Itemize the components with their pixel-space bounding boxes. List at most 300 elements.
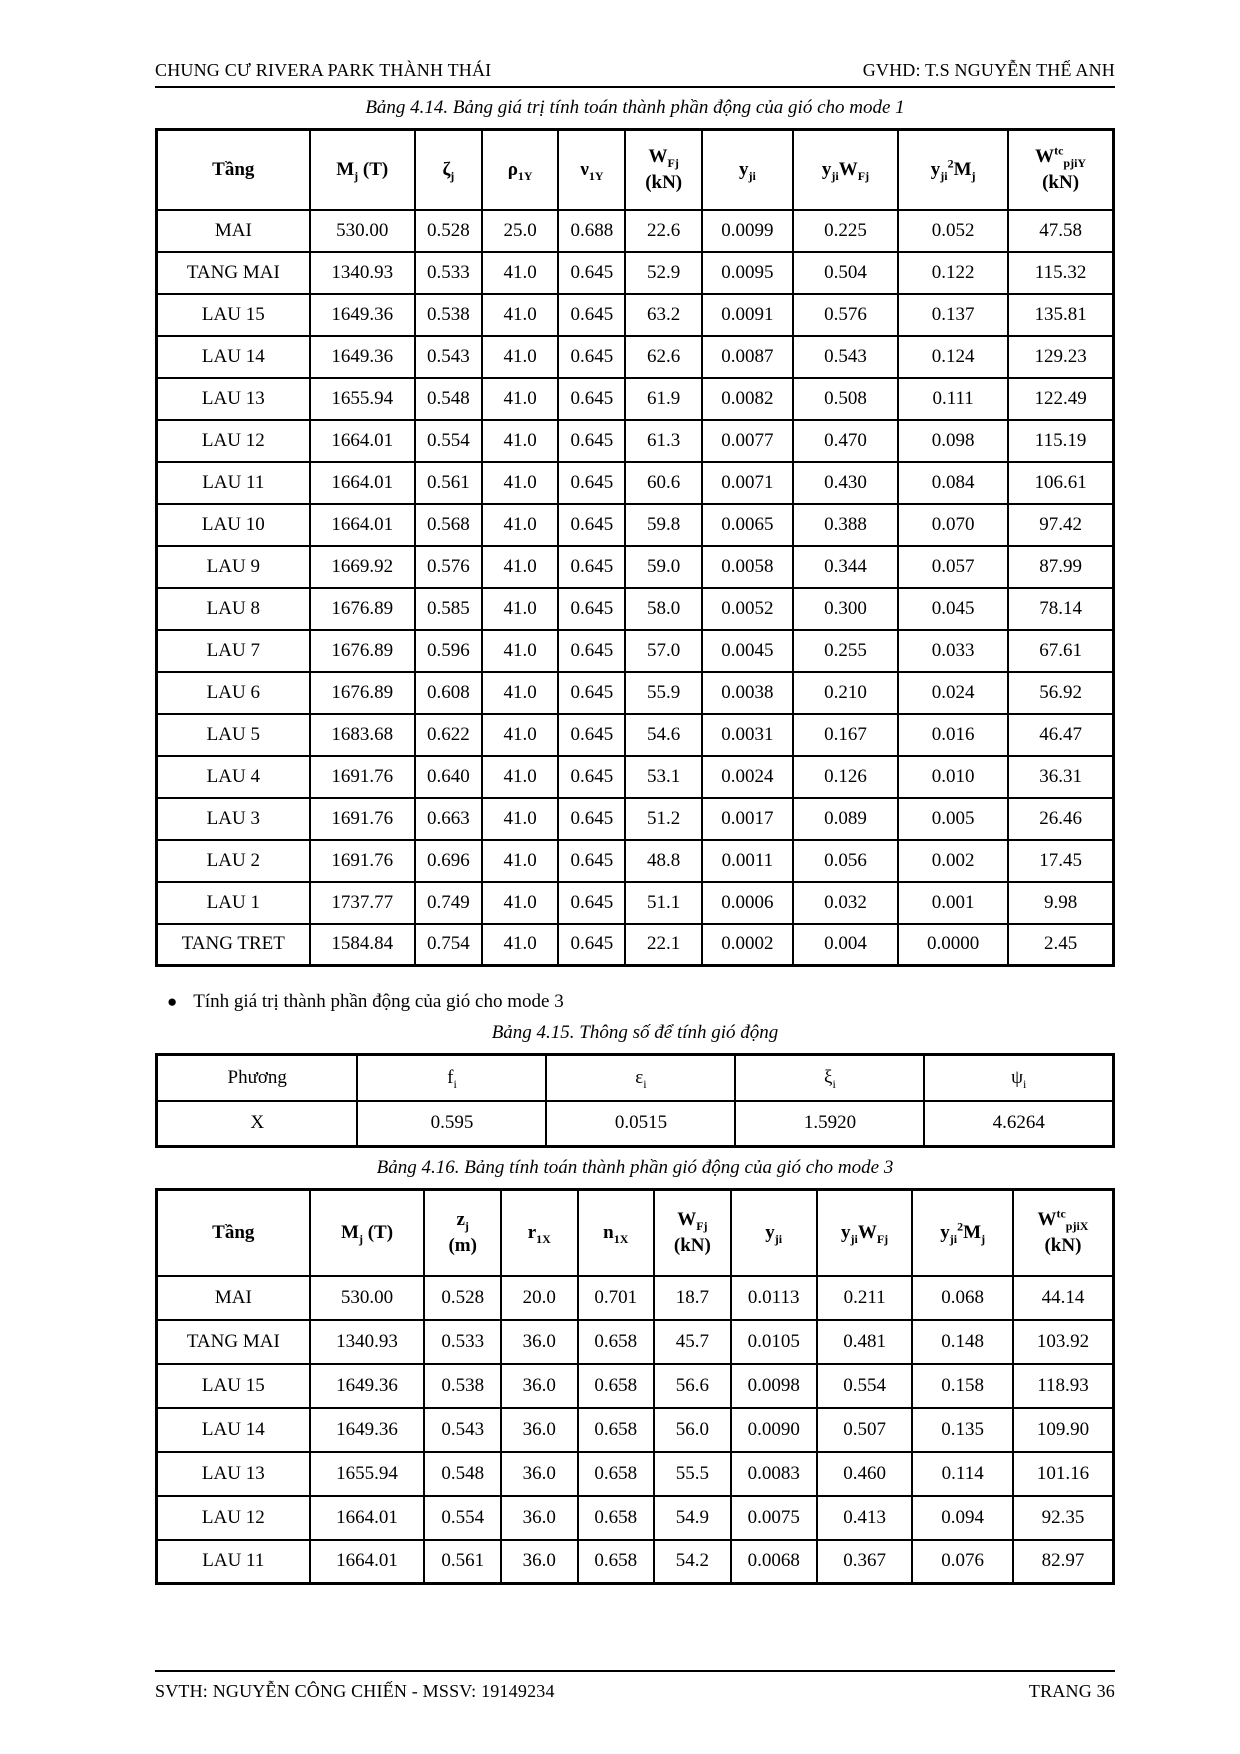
table-cell: 0.0082	[702, 378, 793, 420]
column-header: $f_i$	[357, 1055, 546, 1101]
table-cell: 0.658	[578, 1364, 655, 1408]
table-cell: 0.533	[415, 252, 482, 294]
table-row	[157, 798, 1114, 840]
table-cell: 115.32	[1008, 252, 1113, 294]
table-cell: 1649.36	[310, 294, 415, 336]
column-header: $y_{ji}^2M_j$	[898, 130, 1008, 210]
table-cell: 0.658	[578, 1320, 655, 1364]
table-cell: 36.0	[501, 1452, 578, 1496]
table-cell: 0.658	[578, 1452, 655, 1496]
table-cell: 0.0083	[731, 1452, 817, 1496]
table-cell: 53.1	[625, 756, 702, 798]
table-row	[157, 1452, 1114, 1496]
table-cell: 0.460	[817, 1452, 913, 1496]
table-cell: 0.430	[793, 462, 898, 504]
table-cell: 0.255	[793, 630, 898, 672]
table-cell: 122.49	[1008, 378, 1113, 420]
table-cell: 36.0	[501, 1320, 578, 1364]
table-cell: 0.0006	[702, 882, 793, 924]
table-cell: 58.0	[625, 588, 702, 630]
table-cell: 36.31	[1008, 756, 1113, 798]
table-cell: 54.2	[654, 1540, 731, 1584]
table-row	[157, 336, 1114, 378]
table-cell: 0.640	[415, 756, 482, 798]
table-cell: 45.7	[654, 1320, 731, 1364]
table-cell: 0.688	[558, 210, 625, 252]
table-cell: 0.0002	[702, 924, 793, 966]
table-cell: 41.0	[482, 924, 559, 966]
table-cell: 0.507	[817, 1408, 913, 1452]
column-header: $z_j$ (m)	[424, 1190, 501, 1276]
table-cell: 1649.36	[310, 1364, 425, 1408]
table-cell: LAU 13	[157, 378, 310, 420]
table-cell: 0.225	[793, 210, 898, 252]
table-cell: 55.5	[654, 1452, 731, 1496]
table-cell: 0.538	[424, 1364, 501, 1408]
page-footer	[155, 1670, 1115, 1702]
table-cell: 0.645	[558, 756, 625, 798]
table-row	[157, 756, 1114, 798]
table-cell: 0.056	[793, 840, 898, 882]
table-cell: 0.098	[898, 420, 1008, 462]
column-header: $M_j$ (T)	[310, 130, 415, 210]
table-cell: 20.0	[501, 1276, 578, 1320]
table-cell: 41.0	[482, 546, 559, 588]
table-cell: 41.0	[482, 840, 559, 882]
table-cell: LAU 8	[157, 588, 310, 630]
table-cell: 41.0	[482, 630, 559, 672]
table-cell: 115.19	[1008, 420, 1113, 462]
table-cell: LAU 14	[157, 1408, 310, 1452]
table-cell: 0.001	[898, 882, 1008, 924]
table-cell: TANG MAI	[157, 1320, 310, 1364]
header-row	[157, 130, 1114, 210]
table-cell: 1655.94	[310, 378, 415, 420]
table-cell: 46.47	[1008, 714, 1113, 756]
table-cell: 59.0	[625, 546, 702, 588]
table-cell: 530.00	[310, 210, 415, 252]
table-cell: 51.2	[625, 798, 702, 840]
table-cell: 0.070	[898, 504, 1008, 546]
table-cell: 0.158	[912, 1364, 1012, 1408]
table-cell: 26.46	[1008, 798, 1113, 840]
table-cell: 0.137	[898, 294, 1008, 336]
table-cell: 0.608	[415, 672, 482, 714]
table-cell: 0.0113	[731, 1276, 817, 1320]
table-cell: 0.645	[558, 924, 625, 966]
table-cell: 41.0	[482, 462, 559, 504]
table-cell: 36.0	[501, 1540, 578, 1584]
table-cell: 41.0	[482, 714, 559, 756]
table-cell: 0.622	[415, 714, 482, 756]
column-header: $\psi_i$	[924, 1055, 1113, 1101]
table-cell: 0.0087	[702, 336, 793, 378]
table-row	[157, 714, 1114, 756]
table-cell: 0.561	[415, 462, 482, 504]
table-cell: TANG TRET	[157, 924, 310, 966]
table-row	[157, 1276, 1114, 1320]
table-cell: 109.90	[1013, 1408, 1114, 1452]
table-row	[157, 882, 1114, 924]
table-cell: 1683.68	[310, 714, 415, 756]
table-cell: LAU 10	[157, 504, 310, 546]
table-cell: 0.0065	[702, 504, 793, 546]
table-cell: 0.0098	[731, 1364, 817, 1408]
table-cell: 0.124	[898, 336, 1008, 378]
table-cell: 18.7	[654, 1276, 731, 1320]
table-cell: 0.084	[898, 462, 1008, 504]
table-cell: 0.645	[558, 672, 625, 714]
table-cell: LAU 11	[157, 1540, 310, 1584]
table-cell: 0.0077	[702, 420, 793, 462]
table-cell: LAU 12	[157, 1496, 310, 1540]
table-cell: 0.089	[793, 798, 898, 840]
table-cell: 0.658	[578, 1408, 655, 1452]
table-row	[157, 1496, 1114, 1540]
table-cell: 0.068	[912, 1276, 1012, 1320]
table-cell: 48.8	[625, 840, 702, 882]
table-cell: 41.0	[482, 798, 559, 840]
table-cell: 0.576	[793, 294, 898, 336]
table-row	[157, 420, 1114, 462]
table-cell: 1664.01	[310, 504, 415, 546]
table-cell: 61.3	[625, 420, 702, 462]
table-cell: 0.094	[912, 1496, 1012, 1540]
table-caption-4-16: Bảng 4.16. Bảng tính toán thành phần gió động của gió cho mode 3	[376, 1157, 894, 1178]
table-cell: 44.14	[1013, 1276, 1114, 1320]
table-cell: 0.508	[793, 378, 898, 420]
column-header: $\nu_{1Y}$	[558, 130, 625, 210]
table-cell: 0.211	[817, 1276, 913, 1320]
table-cell: LAU 13	[157, 1452, 310, 1496]
table-cell: 101.16	[1013, 1452, 1114, 1496]
column-header: $y_{ji}W_{Fj}$	[793, 130, 898, 210]
column-header: $W^{tc}_{pjiY}$ (kN)	[1008, 130, 1113, 210]
bullet-item	[167, 991, 1115, 1013]
table-cell: 0.596	[415, 630, 482, 672]
table-cell: 0.0052	[702, 588, 793, 630]
table-cell: 0.300	[793, 588, 898, 630]
column-header: $y_{ji}^2M_j$	[912, 1190, 1012, 1276]
table-cell: 0.663	[415, 798, 482, 840]
table-cell: 0.010	[898, 756, 1008, 798]
table-cell: 0.658	[578, 1496, 655, 1540]
table-cell: 0.0045	[702, 630, 793, 672]
column-header: $\zeta_j$	[415, 130, 482, 210]
header-row	[157, 1190, 1114, 1276]
table-cell: X	[157, 1101, 358, 1147]
column-header: Tầng	[157, 130, 310, 210]
column-header: $\rho_{1Y}$	[482, 130, 559, 210]
table-cell: 92.35	[1013, 1496, 1114, 1540]
table-cell: 0.543	[424, 1408, 501, 1452]
table-cell: 0.504	[793, 252, 898, 294]
table-cell: 36.0	[501, 1496, 578, 1540]
table-row	[157, 840, 1114, 882]
column-header: $n_{1X}$	[578, 1190, 655, 1276]
table-cell: 0.645	[558, 882, 625, 924]
table-cell: 0.645	[558, 714, 625, 756]
table-cell: 0.016	[898, 714, 1008, 756]
table-cell: 0.0105	[731, 1320, 817, 1364]
column-header: $W^{tc}_{pjiX}$ (kN)	[1013, 1190, 1114, 1276]
table-cell: 1664.01	[310, 462, 415, 504]
table-cell: 52.9	[625, 252, 702, 294]
header-row	[157, 1055, 1114, 1101]
table-cell: 0.004	[793, 924, 898, 966]
table-cell: 0.585	[415, 588, 482, 630]
table-cell: 0.135	[912, 1408, 1012, 1452]
table-cell: LAU 4	[157, 756, 310, 798]
table-row	[157, 588, 1114, 630]
table-cell: 1676.89	[310, 588, 415, 630]
table-cell: 2.45	[1008, 924, 1113, 966]
table-cell: 0.554	[415, 420, 482, 462]
header-project-title: CHUNG CƯ RIVERA PARK THÀNH THÁI	[155, 60, 492, 80]
table-row	[157, 462, 1114, 504]
table-cell: 0.645	[558, 840, 625, 882]
table-cell: 0.002	[898, 840, 1008, 882]
table-row	[157, 630, 1114, 672]
table-row	[157, 546, 1114, 588]
table-cell: 51.1	[625, 882, 702, 924]
table-cell: 1340.93	[310, 252, 415, 294]
table-cell: 0.645	[558, 630, 625, 672]
table-caption-4-14: Bảng 4.14. Bảng giá trị tính toán thành phần động của gió cho mode 1	[365, 97, 905, 118]
table-cell: 0.0099	[702, 210, 793, 252]
table-cell: 1669.92	[310, 546, 415, 588]
table-cell: 0.367	[817, 1540, 913, 1584]
table-cell: LAU 14	[157, 336, 310, 378]
table-cell: 0.0024	[702, 756, 793, 798]
table-cell: 0.122	[898, 252, 1008, 294]
table-cell: 87.99	[1008, 546, 1113, 588]
table-cell: 1584.84	[310, 924, 415, 966]
table-cell: LAU 11	[157, 462, 310, 504]
table-cell: 118.93	[1013, 1364, 1114, 1408]
table-cell: 0.0515	[546, 1101, 735, 1147]
table-cell: 0.0011	[702, 840, 793, 882]
table-cell: 0.576	[415, 546, 482, 588]
table-cell: 36.0	[501, 1408, 578, 1452]
table-cell: 1655.94	[310, 1452, 425, 1496]
table-cell: 0.528	[424, 1276, 501, 1320]
column-header: $y_{ji}$	[702, 130, 793, 210]
table-cell: 0.210	[793, 672, 898, 714]
table-cell: 0.111	[898, 378, 1008, 420]
table-cell: 0.0071	[702, 462, 793, 504]
table-row	[157, 1320, 1114, 1364]
table-cell: 55.9	[625, 672, 702, 714]
column-header: Phương	[157, 1055, 358, 1101]
table-cell: 41.0	[482, 588, 559, 630]
table-cell: 0.045	[898, 588, 1008, 630]
header-advisor: GVHD: T.S NGUYỄN THẾ ANH	[862, 60, 1115, 80]
table-cell: LAU 3	[157, 798, 310, 840]
table-cell: 56.92	[1008, 672, 1113, 714]
table-cell: 0.645	[558, 798, 625, 840]
table-cell: 0.0095	[702, 252, 793, 294]
table-cell: 41.0	[482, 378, 559, 420]
column-header: $M_j$ (T)	[310, 1190, 425, 1276]
table-cell: LAU 7	[157, 630, 310, 672]
column-header: $W_{Fj}$ (kN)	[654, 1190, 731, 1276]
table-cell: 97.42	[1008, 504, 1113, 546]
column-header: $r_{1X}$	[501, 1190, 578, 1276]
table-cell: 0.595	[357, 1101, 546, 1147]
wind-parameters-table	[155, 1053, 1115, 1148]
table-cell: 1664.01	[310, 420, 415, 462]
table-cell: 1676.89	[310, 672, 415, 714]
table-cell: 22.6	[625, 210, 702, 252]
table-cell: LAU 9	[157, 546, 310, 588]
table-cell: 67.61	[1008, 630, 1113, 672]
table-cell: LAU 2	[157, 840, 310, 882]
column-header: $y_{ji}W_{Fj}$	[817, 1190, 913, 1276]
table-cell: 0.548	[415, 378, 482, 420]
table-cell: 0.543	[415, 336, 482, 378]
table-cell: 82.97	[1013, 1540, 1114, 1584]
table-row	[157, 378, 1114, 420]
table-cell: 1340.93	[310, 1320, 425, 1364]
table-row	[157, 1364, 1114, 1408]
table-cell: 1737.77	[310, 882, 415, 924]
table-cell: 0.554	[817, 1364, 913, 1408]
table-cell: 0.126	[793, 756, 898, 798]
table-cell: 0.148	[912, 1320, 1012, 1364]
table-cell: 41.0	[482, 336, 559, 378]
table-cell: 1664.01	[310, 1496, 425, 1540]
footer-page-number: TRANG 36	[1028, 1681, 1115, 1701]
table-cell: 0.0091	[702, 294, 793, 336]
table-cell: 0.0000	[898, 924, 1008, 966]
table-cell: 9.98	[1008, 882, 1113, 924]
table-cell: 0.645	[558, 294, 625, 336]
table-cell: 0.645	[558, 336, 625, 378]
table-cell: LAU 15	[157, 294, 310, 336]
table-cell: 0.543	[793, 336, 898, 378]
table-cell: 0.645	[558, 378, 625, 420]
table-cell: 0.167	[793, 714, 898, 756]
table-row	[157, 1408, 1114, 1452]
table-cell: 22.1	[625, 924, 702, 966]
table-cell: 106.61	[1008, 462, 1113, 504]
table-row	[157, 672, 1114, 714]
table-row	[157, 1101, 1114, 1147]
table-cell: 56.0	[654, 1408, 731, 1452]
table-cell: MAI	[157, 1276, 310, 1320]
bullet-icon: ●	[167, 992, 178, 1011]
table-cell: 0.0068	[731, 1540, 817, 1584]
table-cell: 1.5920	[735, 1101, 924, 1147]
wind-dynamic-table-mode-1	[155, 128, 1115, 967]
table-cell: 0.052	[898, 210, 1008, 252]
table-cell: 1691.76	[310, 756, 415, 798]
table-cell: 0.344	[793, 546, 898, 588]
table-row	[157, 504, 1114, 546]
table-cell: 47.58	[1008, 210, 1113, 252]
table-cell: 0.645	[558, 252, 625, 294]
table-cell: 0.388	[793, 504, 898, 546]
table-cell: 0.554	[424, 1496, 501, 1540]
table-cell: 41.0	[482, 756, 559, 798]
table-cell: 0.032	[793, 882, 898, 924]
table-cell: 59.8	[625, 504, 702, 546]
table-row	[157, 1540, 1114, 1584]
table-cell: 0.0031	[702, 714, 793, 756]
table-cell: 0.413	[817, 1496, 913, 1540]
page-content	[155, 0, 1115, 1585]
table-cell: 0.645	[558, 462, 625, 504]
table-cell: LAU 5	[157, 714, 310, 756]
column-header: $W_{Fj}$ (kN)	[625, 130, 702, 210]
table-row	[157, 252, 1114, 294]
table-cell: 57.0	[625, 630, 702, 672]
table-cell: 1664.01	[310, 1540, 425, 1584]
table-cell: 1691.76	[310, 798, 415, 840]
table-cell: 0.0038	[702, 672, 793, 714]
column-header: $\xi_i$	[735, 1055, 924, 1101]
table-cell: 41.0	[482, 420, 559, 462]
table-cell: 0.658	[578, 1540, 655, 1584]
table-cell: 0.561	[424, 1540, 501, 1584]
table-cell: 0.528	[415, 210, 482, 252]
table-cell: 41.0	[482, 294, 559, 336]
table-cell: 78.14	[1008, 588, 1113, 630]
bullet-item-text: Tính giá trị thành phần động của gió cho mode 3	[193, 991, 564, 1012]
table-cell: 1649.36	[310, 336, 415, 378]
table-cell: 1676.89	[310, 630, 415, 672]
table-cell: 0.645	[558, 504, 625, 546]
table-cell: 54.9	[654, 1496, 731, 1540]
table-cell: 25.0	[482, 210, 559, 252]
table-cell: 1649.36	[310, 1408, 425, 1452]
table-cell: 0.533	[424, 1320, 501, 1364]
column-header: Tầng	[157, 1190, 310, 1276]
table-cell: 0.057	[898, 546, 1008, 588]
table-cell: 0.754	[415, 924, 482, 966]
table-cell: 0.481	[817, 1320, 913, 1364]
table-cell: 0.645	[558, 420, 625, 462]
table-row	[157, 210, 1114, 252]
footer-student-info: SVTH: NGUYỄN CÔNG CHIẾN - MSSV: 19149234	[155, 1681, 555, 1701]
table-cell: 0.568	[415, 504, 482, 546]
table-cell: 54.6	[625, 714, 702, 756]
table-cell: 0.005	[898, 798, 1008, 840]
table-cell: 63.2	[625, 294, 702, 336]
table-cell: 0.645	[558, 546, 625, 588]
table-cell: 530.00	[310, 1276, 425, 1320]
table-row	[157, 924, 1114, 966]
table-cell: 103.92	[1013, 1320, 1114, 1364]
table-cell: 36.0	[501, 1364, 578, 1408]
column-header: $\varepsilon_i$	[546, 1055, 735, 1101]
table-cell: LAU 1	[157, 882, 310, 924]
table-cell: 135.81	[1008, 294, 1113, 336]
wind-dynamic-table-mode-3	[155, 1188, 1115, 1585]
table-cell: 56.6	[654, 1364, 731, 1408]
page-header	[155, 0, 1115, 88]
table-cell: 0.0090	[731, 1408, 817, 1452]
table-cell: 1691.76	[310, 840, 415, 882]
table-cell: 0.0075	[731, 1496, 817, 1540]
table-cell: 0.645	[558, 588, 625, 630]
table-cell: 60.6	[625, 462, 702, 504]
table-cell: 17.45	[1008, 840, 1113, 882]
table-row	[157, 294, 1114, 336]
table-cell: 0.076	[912, 1540, 1012, 1584]
table-cell: 0.0017	[702, 798, 793, 840]
